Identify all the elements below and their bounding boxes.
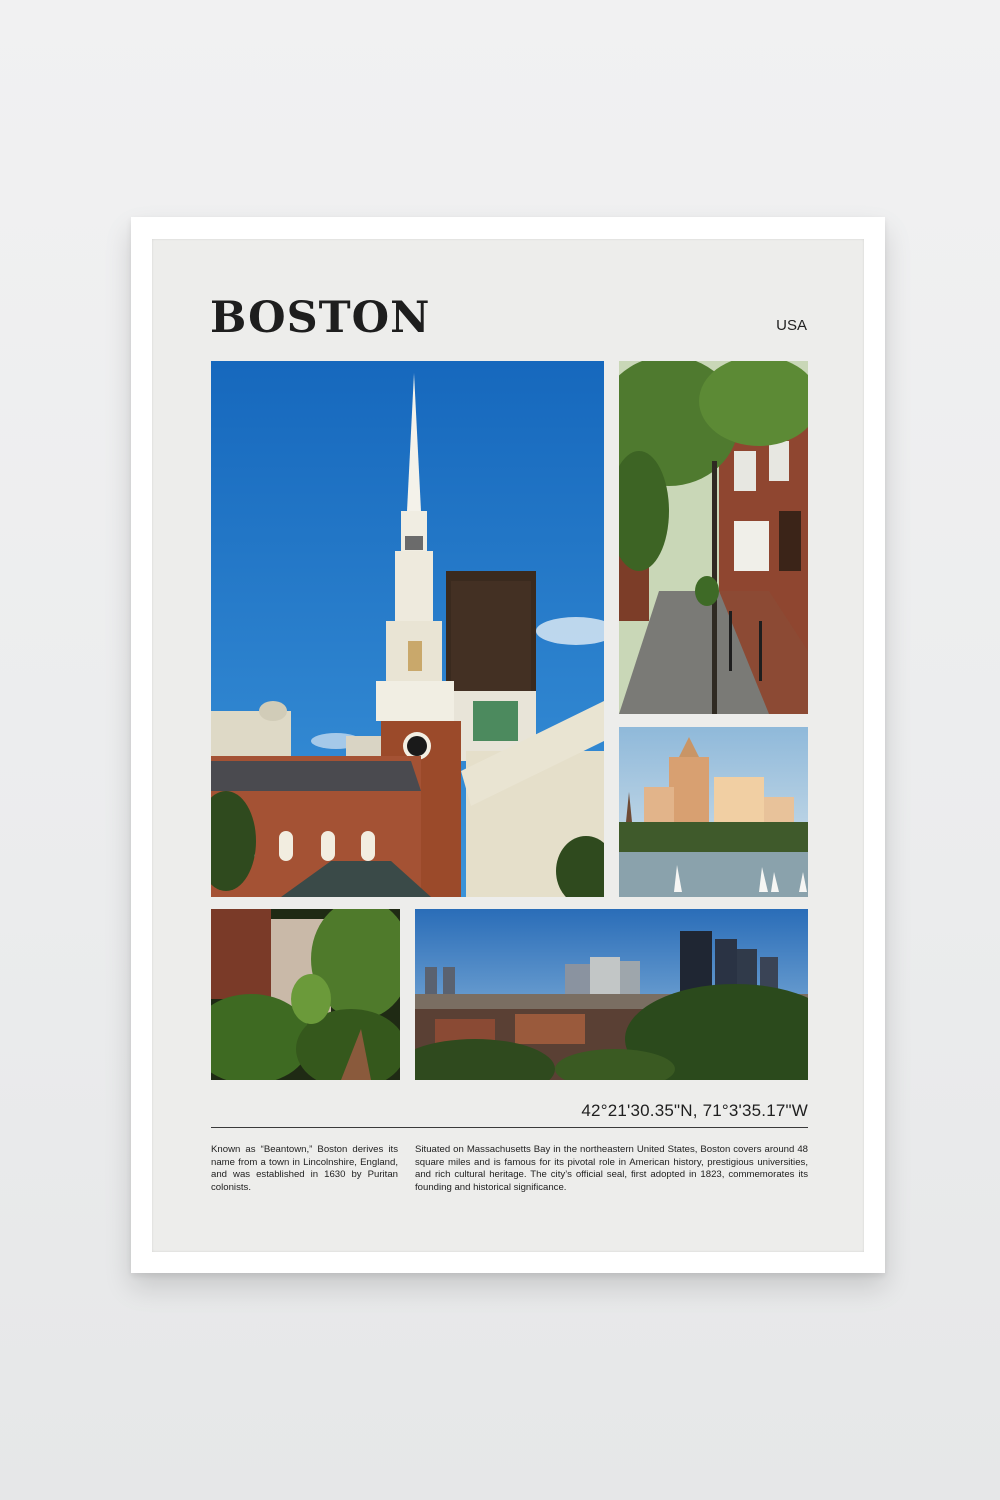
divider-line	[211, 1127, 808, 1128]
photo-skyline-river	[619, 727, 808, 897]
country-label: USA	[776, 317, 807, 334]
photo-city-panorama	[415, 909, 808, 1080]
description-geography: Situated on Massachusetts Bay in the northeastern United States, Boston covers around 48 square miles and is famous for its pivotal role in American history, prestigious universities, and rich cultural heritage. The city’s official seal, first adopted in 1823, commemorates its founding and historical significance.	[415, 1144, 808, 1193]
description-history: Known as “Beantown,” Boston derives its name from a town in Lincolnshire, England, and was established in 1630 by Puritan colonists.	[211, 1144, 398, 1193]
photo-brick-street	[619, 361, 808, 714]
poster-title: BOSTON	[210, 293, 431, 343]
photo-church-steeple	[211, 361, 604, 897]
coordinates-label: 42°21'30.35"N, 71°3'35.17"W	[581, 1101, 808, 1120]
photo-garden-rowhouses	[211, 909, 400, 1080]
